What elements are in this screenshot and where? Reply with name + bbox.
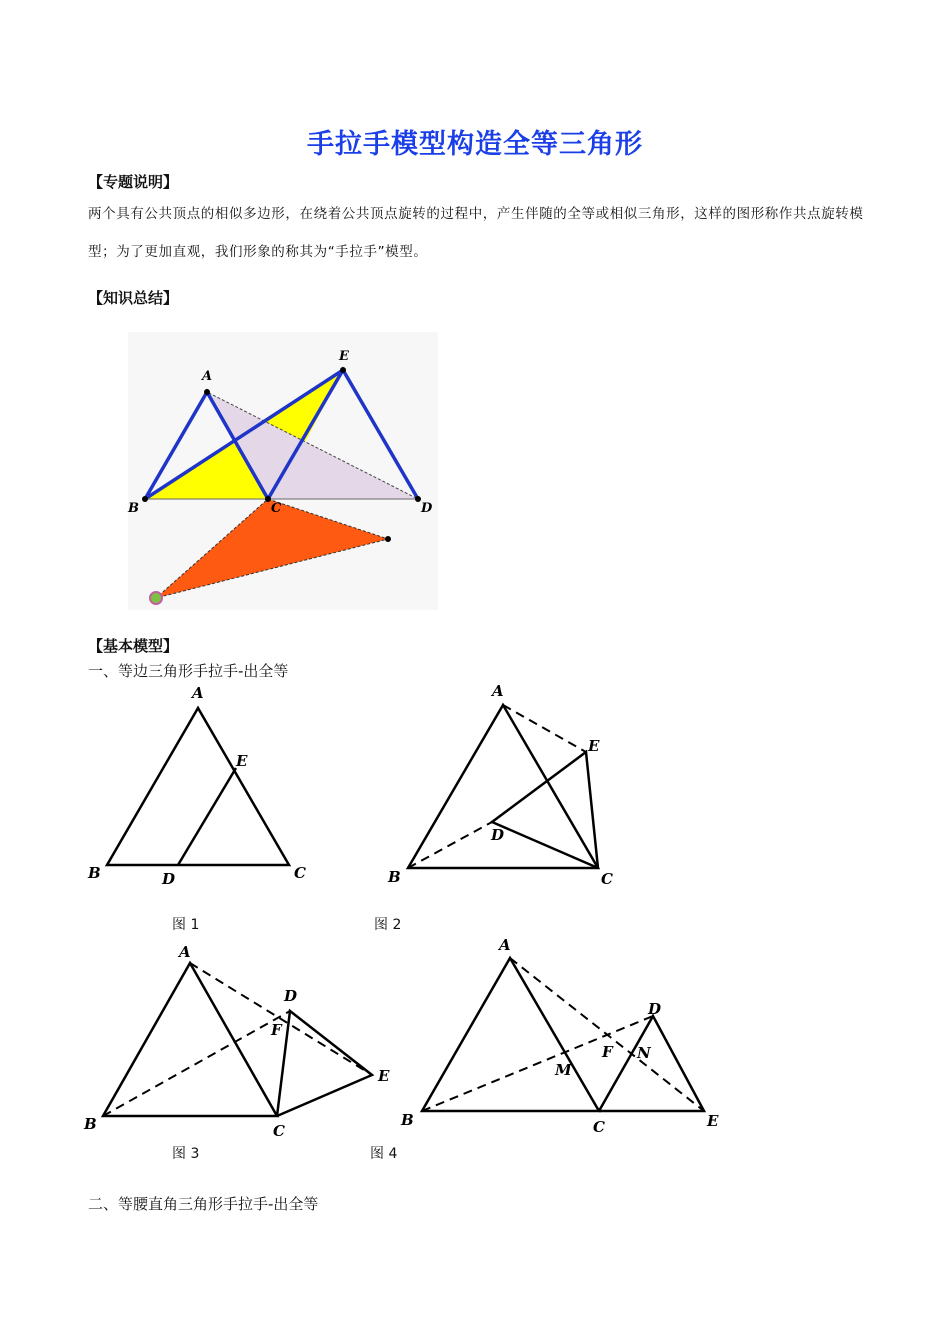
fig3-triangle-cde — [277, 1011, 372, 1116]
fig1-label-d: D — [162, 870, 176, 888]
fig3-label-d: D — [284, 987, 298, 1005]
label-b: B — [128, 501, 139, 516]
fig4-label-n: N — [637, 1044, 651, 1062]
label-d: D — [421, 501, 433, 516]
fig2-label-e: E — [588, 737, 600, 755]
figure-3 — [80, 935, 400, 1145]
fig2-label-d: D — [491, 826, 505, 844]
intro-heading: 【专题说明】 — [88, 173, 179, 191]
fig4-triangle-abc — [422, 958, 599, 1111]
fig3-label-a: A — [179, 943, 191, 961]
intro-paragraph: 两个具有公共顶点的相似多边形，在绕着公共顶点旋转的过程中，产生伴随的全等或相似三角形，这样的图形称作共点旋转模型；为了更加直观，我们形象的称其为“手拉手”模型。 — [88, 206, 864, 260]
fig2-label-b: B — [388, 868, 401, 886]
fig3-label-b: B — [84, 1115, 97, 1133]
fig4-triangle-cde — [599, 1016, 704, 1111]
figure-2 — [380, 675, 640, 895]
fig4-label-a: A — [499, 936, 511, 954]
point-a — [204, 389, 210, 395]
fig1-label-b: B — [88, 864, 101, 882]
fig3-label-e: E — [378, 1067, 390, 1085]
subheading-2: 二、等腰直角三角形手拉手-出全等 — [88, 1195, 319, 1213]
fig1-label-e: E — [236, 752, 248, 770]
fig3-dashed-ae — [190, 963, 372, 1075]
fig2-label-a: A — [492, 682, 504, 700]
fig2-label-c: C — [601, 870, 613, 888]
fig3-label-f: F — [271, 1021, 282, 1039]
fig1-label-c: C — [294, 864, 306, 882]
caption-figure-4: 图 4 — [370, 1146, 398, 1162]
page-title: 手拉手模型构造全等三角形 — [307, 129, 643, 160]
figure-1 — [80, 680, 320, 890]
fig1-segment-de — [178, 768, 236, 865]
summary-figure — [120, 330, 450, 615]
fig3-triangle-abc — [103, 963, 277, 1116]
point-e — [340, 367, 346, 373]
label-a: A — [202, 369, 213, 384]
point-b — [142, 496, 148, 502]
point-orange — [385, 536, 391, 542]
fig4-label-f: F — [602, 1043, 613, 1061]
fig1-triangle-abc — [107, 708, 289, 865]
fig3-label-c: C — [273, 1122, 285, 1140]
caption-figure-1: 图 1 — [172, 917, 200, 933]
green-point — [150, 592, 162, 604]
subheading-1: 一、等边三角形手拉手-出全等 — [88, 662, 289, 680]
fig4-label-c: C — [593, 1118, 605, 1136]
label-e: E — [339, 349, 349, 364]
basic-heading: 【基本模型】 — [88, 637, 179, 655]
fig4-label-m: M — [555, 1061, 572, 1079]
label-c: C — [271, 501, 282, 516]
fig4-label-d: D — [648, 1000, 662, 1018]
fig1-label-a: A — [192, 684, 204, 702]
fig3-dashed-bd — [103, 1011, 290, 1116]
figure-4 — [395, 930, 740, 1140]
summary-heading: 【知识总结】 — [88, 289, 179, 307]
fig4-dashed-bd — [422, 1016, 653, 1111]
fig4-label-e: E — [707, 1112, 719, 1130]
caption-figure-2: 图 2 — [374, 917, 402, 933]
fig4-label-b: B — [401, 1111, 414, 1129]
fig2-triangle-cde — [492, 752, 598, 868]
caption-figure-3: 图 3 — [172, 1146, 200, 1162]
